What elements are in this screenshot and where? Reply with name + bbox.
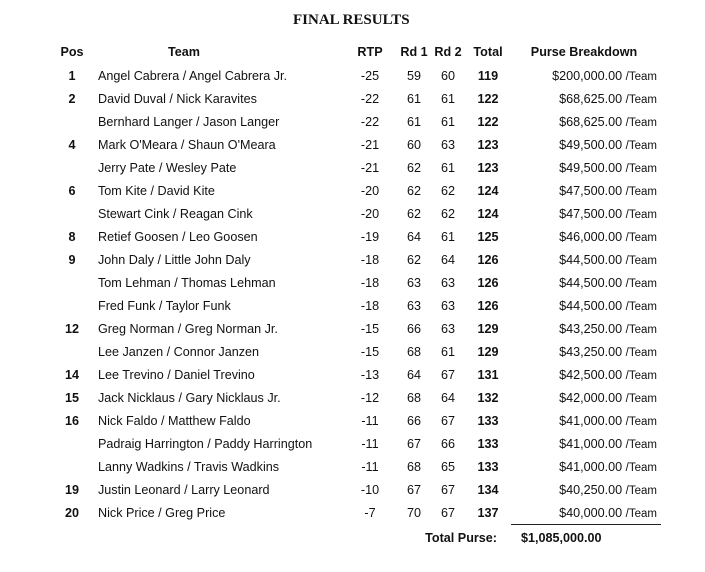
purse-per-team: /Team [625, 185, 657, 198]
row-purse [511, 202, 661, 225]
purse-per-team: /Team [625, 392, 657, 405]
row-rtp: -13 [360, 367, 380, 382]
purse-amount: $44,500.00 [559, 252, 623, 267]
purse-amount: $41,000.00 [559, 436, 623, 451]
purse-per-team: /Team [625, 254, 657, 267]
row-pos [52, 294, 92, 317]
row-team: Mark O'Meara / Shaun O'Meara [98, 137, 276, 152]
row-rtp: -7 [364, 505, 376, 520]
purse-amount: $41,000.00 [559, 459, 623, 474]
row-team: Bernhard Langer / Jason Langer [98, 114, 280, 129]
row-purse [511, 156, 661, 179]
table-row [52, 478, 661, 501]
purse-per-team: /Team [625, 323, 657, 336]
table-row [52, 248, 661, 271]
row-rd2: 67 [440, 367, 455, 382]
purse-per-team: /Team [625, 277, 657, 290]
row-pos: 4 [68, 137, 76, 152]
row-rd1: 67 [406, 482, 421, 497]
purse-per-team: /Team [625, 70, 657, 83]
row-rtp: -25 [360, 68, 380, 83]
row-team: David Duval / Nick Karavites [98, 91, 257, 106]
purse-amount: $44,500.00 [559, 275, 623, 290]
row-pos: 8 [68, 229, 76, 244]
table-row [52, 455, 661, 478]
table-row [52, 340, 661, 363]
row-pos [52, 432, 92, 455]
purse-per-team: /Team [625, 346, 657, 359]
row-pos [52, 340, 92, 363]
row-pos [52, 455, 92, 478]
purse-amount: $49,500.00 [559, 137, 623, 152]
row-rtp: -18 [360, 298, 380, 313]
purse-amount: $49,500.00 [559, 160, 623, 175]
row-pos: 14 [64, 367, 79, 382]
results-body [52, 64, 661, 525]
row-rd1: 66 [406, 413, 421, 428]
row-purse [511, 317, 661, 340]
table-row [52, 64, 661, 87]
table-row [52, 294, 661, 317]
row-team: Padraig Harrington / Paddy Harrington [98, 436, 313, 451]
purse-per-team: /Team [625, 369, 657, 382]
total-purse-value: $1,085,000.00 [511, 525, 661, 552]
table-row [52, 110, 661, 133]
row-pos [52, 271, 92, 294]
row-rd2: 65 [440, 459, 455, 474]
purse-amount: $40,250.00 [559, 482, 623, 497]
row-total: 119 [477, 68, 499, 83]
table-row [52, 501, 661, 525]
row-rtp: -20 [360, 206, 380, 221]
row-rd1: 66 [406, 321, 421, 336]
row-rtp: -12 [360, 390, 380, 405]
header-rtp: RTP [357, 45, 383, 59]
purse-amount: $47,500.00 [559, 206, 623, 221]
header-purse: Purse Breakdown [530, 45, 638, 59]
row-rtp: -22 [360, 114, 380, 129]
purse-per-team: /Team [625, 484, 657, 497]
row-total: 126 [477, 298, 499, 313]
purse-per-team: /Team [625, 438, 657, 451]
row-pos: 6 [68, 183, 76, 198]
row-rtp: -15 [360, 344, 380, 359]
purse-amount: $46,000.00 [559, 229, 623, 244]
row-purse [511, 432, 661, 455]
row-pos: 20 [64, 505, 79, 520]
row-team: Greg Norman / Greg Norman Jr. [98, 321, 278, 336]
table-row [52, 409, 661, 432]
row-rd2: 63 [440, 321, 455, 336]
table-row [52, 156, 661, 179]
row-total: 129 [477, 321, 499, 336]
row-team: Angel Cabrera / Angel Cabrera Jr. [98, 68, 288, 83]
row-rd2: 61 [440, 91, 455, 106]
row-rd2: 66 [440, 436, 455, 451]
row-team: Tom Lehman / Thomas Lehman [98, 275, 276, 290]
row-rd1: 68 [406, 344, 421, 359]
header-row [52, 40, 661, 64]
table-row [52, 202, 661, 225]
row-team: Retief Goosen / Leo Goosen [98, 229, 258, 244]
row-rd2: 61 [440, 114, 455, 129]
row-team: Lanny Wadkins / Travis Wadkins [98, 459, 280, 474]
row-rd1: 63 [406, 275, 421, 290]
purse-amount: $68,625.00 [559, 91, 623, 106]
row-purse [511, 133, 661, 156]
row-total: 133 [477, 413, 499, 428]
row-team: John Daly / Little John Daly [98, 252, 251, 267]
row-purse [511, 340, 661, 363]
row-team: Stewart Cink / Reagan Cink [98, 206, 253, 221]
table-row [52, 386, 661, 409]
row-rd1: 68 [406, 459, 421, 474]
row-rd1: 67 [406, 436, 421, 451]
row-rd1: 62 [406, 160, 421, 175]
row-pos: 12 [64, 321, 79, 336]
row-total: 133 [477, 459, 499, 474]
title-text: FINAL RESULTS [293, 12, 410, 28]
row-rtp: -11 [361, 436, 379, 451]
row-pos [52, 202, 92, 225]
row-rd2: 62 [440, 206, 455, 221]
header-team: Team [168, 45, 200, 59]
row-total: 131 [477, 367, 499, 382]
row-pos [52, 156, 92, 179]
row-rd2: 64 [440, 252, 455, 267]
row-rd2: 63 [440, 275, 455, 290]
row-rd1: 68 [406, 390, 421, 405]
row-rd2: 61 [440, 160, 455, 175]
row-team: Justin Leonard / Larry Leonard [98, 482, 270, 497]
row-purse [511, 386, 661, 409]
row-total: 122 [477, 114, 499, 129]
row-purse [511, 87, 661, 110]
purse-amount: $47,500.00 [559, 183, 623, 198]
header-total: Total [473, 45, 503, 59]
row-rtp: -21 [360, 160, 380, 175]
row-pos: 9 [68, 252, 76, 267]
row-purse [511, 478, 661, 501]
row-total: 137 [477, 505, 499, 520]
row-purse [511, 271, 661, 294]
row-rd1: 62 [406, 252, 421, 267]
row-team: Lee Janzen / Connor Janzen [98, 344, 260, 359]
row-pos: 1 [68, 68, 76, 83]
row-rd2: 63 [440, 298, 455, 313]
purse-per-team: /Team [625, 300, 657, 313]
purse-amount: $43,250.00 [559, 344, 623, 359]
header-pos: Pos [60, 45, 84, 59]
purse-per-team: /Team [625, 116, 657, 129]
purse-per-team: /Team [625, 461, 657, 474]
row-total: 124 [477, 206, 499, 221]
row-rtp: -18 [360, 275, 380, 290]
table-row [52, 225, 661, 248]
row-purse [511, 501, 661, 525]
total-purse-label: Total Purse: [425, 530, 497, 545]
row-rd2: 67 [440, 413, 455, 428]
row-total: 129 [477, 344, 499, 359]
row-rd2: 60 [440, 68, 455, 83]
row-rtp: -11 [361, 459, 379, 474]
purse-per-team: /Team [625, 162, 657, 175]
row-rd2: 62 [440, 183, 455, 198]
row-total: 126 [477, 252, 499, 267]
row-total: 124 [477, 183, 499, 198]
row-rd2: 64 [440, 390, 455, 405]
row-total: 125 [477, 229, 499, 244]
row-rd2: 67 [440, 505, 455, 520]
header-rd2: Rd 2 [434, 45, 462, 59]
purse-amount: $41,000.00 [559, 413, 623, 428]
purse-per-team: /Team [625, 231, 657, 244]
table-row [52, 271, 661, 294]
total-purse-row [52, 525, 661, 552]
row-rd1: 62 [406, 206, 421, 221]
purse-per-team: /Team [625, 208, 657, 221]
purse-amount: $43,250.00 [559, 321, 623, 336]
row-rtp: -20 [360, 183, 380, 198]
row-rd1: 60 [406, 137, 421, 152]
row-rd1: 64 [406, 229, 421, 244]
row-rtp: -21 [360, 137, 380, 152]
row-rd2: 67 [440, 482, 455, 497]
row-rtp: -11 [361, 413, 379, 428]
row-purse [511, 64, 661, 87]
row-total: 122 [477, 91, 499, 106]
purse-per-team: /Team [625, 507, 657, 520]
table-row [52, 432, 661, 455]
row-purse [511, 110, 661, 133]
row-total: 123 [477, 160, 499, 175]
row-rd1: 62 [406, 183, 421, 198]
purse-per-team: /Team [625, 415, 657, 428]
header-rd1: Rd 1 [400, 45, 428, 59]
row-rtp: -15 [360, 321, 380, 336]
row-rd1: 59 [406, 68, 421, 83]
row-team: Nick Faldo / Matthew Faldo [98, 413, 251, 428]
table-row [52, 317, 661, 340]
row-pos: 2 [68, 91, 76, 106]
purse-amount: $68,625.00 [559, 114, 623, 129]
row-rd2: 63 [440, 137, 455, 152]
purse-amount: $44,500.00 [559, 298, 623, 313]
results-table [52, 40, 661, 551]
row-team: Fred Funk / Taylor Funk [98, 298, 231, 313]
row-rd1: 70 [406, 505, 421, 520]
row-purse [511, 409, 661, 432]
row-total: 132 [477, 390, 499, 405]
row-purse [511, 363, 661, 386]
row-rtp: -22 [360, 91, 380, 106]
row-purse [511, 455, 661, 478]
row-rd1: 63 [406, 298, 421, 313]
row-rtp: -18 [360, 252, 380, 267]
purse-amount: $42,500.00 [559, 367, 623, 382]
purse-per-team: /Team [625, 139, 657, 152]
table-row [52, 87, 661, 110]
purse-amount: $200,000.00 [552, 68, 623, 83]
row-total: 134 [477, 482, 499, 497]
row-team: Jerry Pate / Wesley Pate [98, 160, 237, 175]
row-purse [511, 179, 661, 202]
row-purse [511, 248, 661, 271]
row-rtp: -10 [360, 482, 380, 497]
row-pos: 16 [64, 413, 79, 428]
purse-per-team: /Team [625, 93, 657, 106]
row-rd1: 61 [406, 114, 421, 129]
row-team: Lee Trevino / Daniel Trevino [98, 367, 255, 382]
row-rtp: -19 [360, 229, 380, 244]
row-rd1: 61 [406, 91, 421, 106]
row-rd2: 61 [440, 229, 455, 244]
purse-amount: $42,000.00 [559, 390, 623, 405]
row-total: 123 [477, 137, 499, 152]
row-team: Jack Nicklaus / Gary Nicklaus Jr. [98, 390, 281, 405]
purse-amount: $40,000.00 [559, 505, 623, 520]
row-purse [511, 294, 661, 317]
row-rd1: 64 [406, 367, 421, 382]
table-row [52, 363, 661, 386]
row-pos [52, 110, 92, 133]
row-purse [511, 225, 661, 248]
row-total: 133 [477, 436, 499, 451]
row-pos: 19 [64, 482, 79, 497]
row-total: 126 [477, 275, 499, 290]
row-pos: 15 [64, 390, 79, 405]
row-team: Tom Kite / David Kite [98, 183, 215, 198]
row-team: Nick Price / Greg Price [98, 505, 226, 520]
table-row [52, 133, 661, 156]
table-row [52, 179, 661, 202]
row-rd2: 61 [440, 344, 455, 359]
